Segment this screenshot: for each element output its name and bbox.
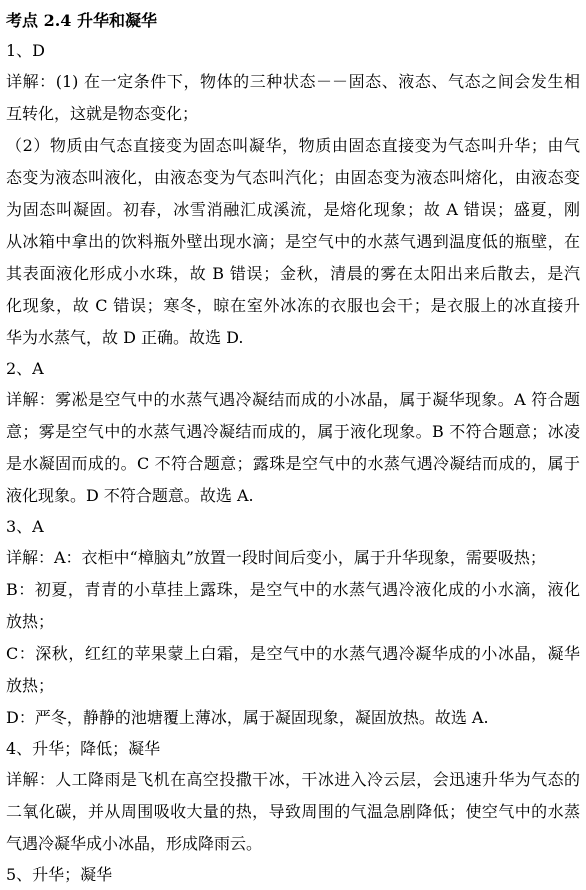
question-1-line-4: 态变为液态叫液化，由液态变为气态叫汽化；由固态变为液态叫熔化，由液态变 <box>6 168 580 187</box>
question-2-line-4: 液化现象。D 不符合题意。故选 A. <box>6 486 254 505</box>
question-1-line-5: 为固态叫凝固。初春，冰雪消融汇成溪流，是熔化现象；故 A 错误；盛夏，刚 <box>6 200 580 219</box>
question-4-answer: 4、升华；降低；凝华 <box>6 739 161 758</box>
question-1-line-6: 从冰箱中拿出的饮料瓶外壁出现水滴；是空气中的水蒸气遇到温度低的瓶壁，在 <box>6 232 580 251</box>
question-5-answer: 5、升华；凝华 <box>6 865 113 884</box>
question-1-line-2: 互转化，这就是物态变化； <box>6 104 199 123</box>
question-3-answer: 3、A <box>6 517 44 536</box>
question-1-line-9: 华为水蒸气，故 D 正确。故选 D. <box>6 328 244 347</box>
question-1-line-3: （2）物质由气态直接变为固态叫凝华，物质由固态直接变为气态叫升华；由气 <box>6 136 580 155</box>
question-4-line-2: 二氧化碳，并从周围吸收大量的热，导致周围的气温急剧降低；使空气中的水蒸 <box>6 802 580 821</box>
question-3-line-6: D：严冬，静静的池塘覆上薄冰，属于凝固现象，凝固放热。故选 A. <box>6 708 489 727</box>
question-3-line-2: B：初夏，青青的小草挂上露珠，是空气中的水蒸气遇冷液化成的小水滴，液化 <box>6 580 580 599</box>
question-3-line-4: C：深秋，红红的苹果蒙上白霜，是空气中的水蒸气遇冷凝华成的小冰晶，凝华 <box>6 644 580 663</box>
question-2-answer: 2、A <box>6 359 44 378</box>
section-heading: 考点 2.4 升华和凝华 <box>6 11 157 30</box>
question-3-line-5: 放热； <box>6 676 55 695</box>
question-2-line-2: 意；雾是空气中的水蒸气遇冷凝结而成的，属于液化现象。B 不符合题意；冰凌 <box>6 422 580 441</box>
question-2-line-1: 详解：雾凇是空气中的水蒸气遇冷凝结而成的小冰晶，属于凝华现象。A 符合题 <box>6 390 580 409</box>
question-4-line-1: 详解：人工降雨是飞机在高空投撒干冰，干冰进入冷云层，会迅速升华为气态的 <box>6 770 580 789</box>
question-1-answer: 1、D <box>6 41 46 60</box>
question-1-line-1: 详解：(1) 在一定条件下，物体的三种状态－－固态、液态、气态之间会发生相 <box>6 72 580 91</box>
question-1-line-8: 化现象，故 C 错误；寒冬，晾在室外冰冻的衣服也会干；是衣服上的冰直接升 <box>6 296 580 315</box>
question-4-line-3: 气遇冷凝华成小冰晶，形成降雨云。 <box>6 834 263 853</box>
question-3-line-1: 详解：A：衣柜中“樟脑丸”放置一段时间后变小，属于升华现象，需要吸热； <box>6 548 546 567</box>
question-3-line-3: 放热； <box>6 612 55 631</box>
question-1-line-7: 其表面液化形成小水珠，故 B 错误；金秋，清晨的雾在太阳出来后散去，是汽 <box>6 264 580 283</box>
answer-document <box>6 6 580 890</box>
question-2-line-3: 是水凝固而成的。C 不符合题意；露珠是空气中的水蒸气遇冷凝结而成的，属于 <box>6 454 580 473</box>
